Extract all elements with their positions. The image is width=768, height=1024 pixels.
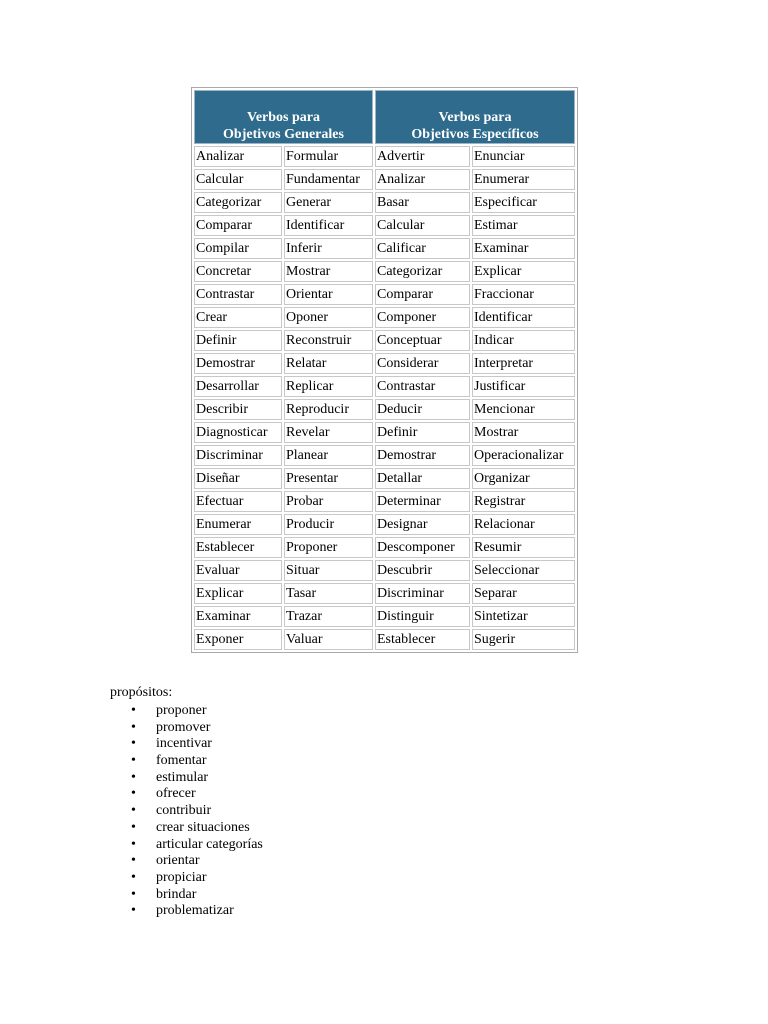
table-row bbox=[194, 514, 575, 535]
table-cell: Valuar bbox=[284, 629, 373, 650]
bullet-icon: • bbox=[131, 886, 136, 902]
table-cell: Identificar bbox=[284, 215, 373, 236]
table-cell: Operacionalizar bbox=[472, 445, 575, 466]
table-row bbox=[194, 537, 575, 558]
table-cell: Establecer bbox=[375, 629, 470, 650]
table-cell: Conceptuar bbox=[375, 330, 470, 351]
table-cell: Crear bbox=[194, 307, 282, 328]
table-row bbox=[194, 284, 575, 305]
list-item bbox=[110, 887, 263, 904]
table-cell: Situar bbox=[284, 560, 373, 581]
table-cell: Descomponer bbox=[375, 537, 470, 558]
verbs-table bbox=[191, 87, 578, 653]
table-cell: Calcular bbox=[194, 169, 282, 190]
table-cell: Tasar bbox=[284, 583, 373, 604]
table-cell: Considerar bbox=[375, 353, 470, 374]
table-cell: Examinar bbox=[194, 606, 282, 627]
purposes-list bbox=[110, 703, 263, 920]
table-cell: Advertir bbox=[375, 146, 470, 167]
table-cell: Explicar bbox=[472, 261, 575, 282]
header-general-objectives bbox=[194, 90, 373, 144]
table-cell: Establecer bbox=[194, 537, 282, 558]
list-item bbox=[110, 803, 263, 820]
header-line: Verbos para bbox=[247, 110, 320, 125]
table-row bbox=[194, 215, 575, 236]
table-cell: Demostrar bbox=[194, 353, 282, 374]
table-cell: Relacionar bbox=[472, 514, 575, 535]
table-cell: Fundamentar bbox=[284, 169, 373, 190]
list-item-label: proponer bbox=[156, 703, 207, 718]
list-item bbox=[110, 736, 263, 753]
table-row bbox=[194, 560, 575, 581]
table-header-row bbox=[194, 90, 575, 144]
table-cell: Enumerar bbox=[194, 514, 282, 535]
table-cell: Enumerar bbox=[472, 169, 575, 190]
bullet-icon: • bbox=[131, 819, 136, 835]
table-cell: Desarrollar bbox=[194, 376, 282, 397]
table-cell: Sintetizar bbox=[472, 606, 575, 627]
table-cell: Interpretar bbox=[472, 353, 575, 374]
list-item bbox=[110, 753, 263, 770]
list-item bbox=[110, 703, 263, 720]
table-row bbox=[194, 353, 575, 374]
table-cell: Orientar bbox=[284, 284, 373, 305]
table-cell: Enunciar bbox=[472, 146, 575, 167]
table-row bbox=[194, 307, 575, 328]
table-cell: Diseñar bbox=[194, 468, 282, 489]
table-cell: Planear bbox=[284, 445, 373, 466]
table-cell: Comparar bbox=[194, 215, 282, 236]
table-cell: Replicar bbox=[284, 376, 373, 397]
list-item bbox=[110, 870, 263, 887]
table-cell: Proponer bbox=[284, 537, 373, 558]
table-cell: Formular bbox=[284, 146, 373, 167]
list-item-label: orientar bbox=[156, 853, 200, 869]
list-item-label: crear situaciones bbox=[156, 819, 250, 835]
table-cell: Organizar bbox=[472, 468, 575, 489]
list-item-label: estimular bbox=[156, 769, 209, 785]
header-line: Verbos para bbox=[438, 110, 512, 125]
bullet-icon: • bbox=[131, 803, 136, 819]
table-row bbox=[194, 468, 575, 489]
table-row bbox=[194, 330, 575, 351]
table-row bbox=[194, 146, 575, 167]
table-cell: Resumir bbox=[472, 537, 575, 558]
table-cell: Trazar bbox=[284, 606, 373, 627]
table-cell: Revelar bbox=[284, 422, 373, 443]
bullet-icon: • bbox=[131, 703, 136, 718]
list-item-label: contribuir bbox=[156, 803, 212, 819]
table-cell: Relatar bbox=[284, 353, 373, 374]
table-cell: Mostrar bbox=[472, 422, 575, 443]
table-cell: Identificar bbox=[472, 307, 575, 328]
table-cell: Oponer bbox=[284, 307, 373, 328]
bullet-icon: • bbox=[131, 853, 136, 869]
table-row bbox=[194, 376, 575, 397]
table-cell: Definir bbox=[194, 330, 282, 351]
table-row bbox=[194, 169, 575, 190]
table-cell: Mencionar bbox=[472, 399, 575, 420]
list-item-label: articular categorías bbox=[156, 836, 263, 852]
table-cell: Fraccionar bbox=[472, 284, 575, 305]
table-cell: Analizar bbox=[375, 169, 470, 190]
table-row bbox=[194, 629, 575, 650]
list-item-label: promover bbox=[156, 719, 211, 735]
table-cell: Categorizar bbox=[194, 192, 282, 213]
header-specific-objectives bbox=[375, 90, 575, 144]
list-item bbox=[110, 903, 263, 920]
list-item bbox=[110, 837, 263, 854]
table-row bbox=[194, 606, 575, 627]
bullet-icon: • bbox=[131, 786, 136, 802]
list-item-label: propiciar bbox=[156, 869, 207, 885]
table-cell: Descubrir bbox=[375, 560, 470, 581]
table-cell: Componer bbox=[375, 307, 470, 328]
bullet-icon: • bbox=[131, 736, 136, 752]
table-cell: Deducir bbox=[375, 399, 470, 420]
table-cell: Especificar bbox=[472, 192, 575, 213]
header-line: Objetivos Específicos bbox=[411, 127, 539, 142]
table-cell: Justificar bbox=[472, 376, 575, 397]
table-cell: Analizar bbox=[194, 146, 282, 167]
list-item bbox=[110, 720, 263, 737]
table-cell: Seleccionar bbox=[472, 560, 575, 581]
table-cell: Efectuar bbox=[194, 491, 282, 512]
bullet-icon: • bbox=[131, 769, 136, 785]
table-cell: Detallar bbox=[375, 468, 470, 489]
table-cell: Definir bbox=[375, 422, 470, 443]
list-item-label: fomentar bbox=[156, 753, 207, 769]
table-row bbox=[194, 192, 575, 213]
table-cell: Generar bbox=[284, 192, 373, 213]
list-item-label: incentivar bbox=[156, 736, 212, 752]
list-item bbox=[110, 786, 263, 803]
table-cell: Producir bbox=[284, 514, 373, 535]
table-cell: Inferir bbox=[284, 238, 373, 259]
table-cell: Discriminar bbox=[194, 445, 282, 466]
table-row bbox=[194, 399, 575, 420]
table-cell: Presentar bbox=[284, 468, 373, 489]
bullet-icon: • bbox=[131, 869, 136, 885]
bullet-icon: • bbox=[131, 903, 136, 919]
table-cell: Estimar bbox=[472, 215, 575, 236]
table-cell: Basar bbox=[375, 192, 470, 213]
table-cell: Determinar bbox=[375, 491, 470, 512]
table-cell: Contrastar bbox=[375, 376, 470, 397]
list-item bbox=[110, 820, 263, 837]
bullet-icon: • bbox=[131, 753, 136, 769]
table-cell: Demostrar bbox=[375, 445, 470, 466]
table-row bbox=[194, 491, 575, 512]
table-cell: Probar bbox=[284, 491, 373, 512]
table-cell: Designar bbox=[375, 514, 470, 535]
table-cell: Compilar bbox=[194, 238, 282, 259]
list-item-label: problematizar bbox=[156, 903, 234, 919]
table-row bbox=[194, 238, 575, 259]
bullet-icon: • bbox=[131, 719, 136, 735]
table-cell: Indicar bbox=[472, 330, 575, 351]
table-cell: Exponer bbox=[194, 629, 282, 650]
bullet-icon: • bbox=[131, 836, 136, 852]
table-cell: Discriminar bbox=[375, 583, 470, 604]
table-row bbox=[194, 422, 575, 443]
list-item-label: ofrecer bbox=[156, 786, 196, 802]
table-cell: Contrastar bbox=[194, 284, 282, 305]
list-item-label: brindar bbox=[156, 886, 197, 902]
list-item bbox=[110, 853, 263, 870]
table-body bbox=[194, 146, 575, 650]
table-cell: Separar bbox=[472, 583, 575, 604]
table-cell: Categorizar bbox=[375, 261, 470, 282]
table-row bbox=[194, 445, 575, 466]
table-cell: Concretar bbox=[194, 261, 282, 282]
purposes-intro: propósitos: bbox=[110, 685, 173, 700]
table-cell: Mostrar bbox=[284, 261, 373, 282]
table-cell: Registrar bbox=[472, 491, 575, 512]
table-cell: Evaluar bbox=[194, 560, 282, 581]
table-cell: Diagnosticar bbox=[194, 422, 282, 443]
table-cell: Reproducir bbox=[284, 399, 373, 420]
table-cell: Distinguir bbox=[375, 606, 470, 627]
table-cell: Sugerir bbox=[472, 629, 575, 650]
table-cell: Calificar bbox=[375, 238, 470, 259]
table-cell: Describir bbox=[194, 399, 282, 420]
header-line: Objetivos Generales bbox=[223, 127, 344, 142]
table-row bbox=[194, 261, 575, 282]
table-cell: Comparar bbox=[375, 284, 470, 305]
table-cell: Explicar bbox=[194, 583, 282, 604]
table-cell: Examinar bbox=[472, 238, 575, 259]
list-item bbox=[110, 770, 263, 787]
table-cell: Reconstruir bbox=[284, 330, 373, 351]
table-cell: Calcular bbox=[375, 215, 470, 236]
table-row bbox=[194, 583, 575, 604]
